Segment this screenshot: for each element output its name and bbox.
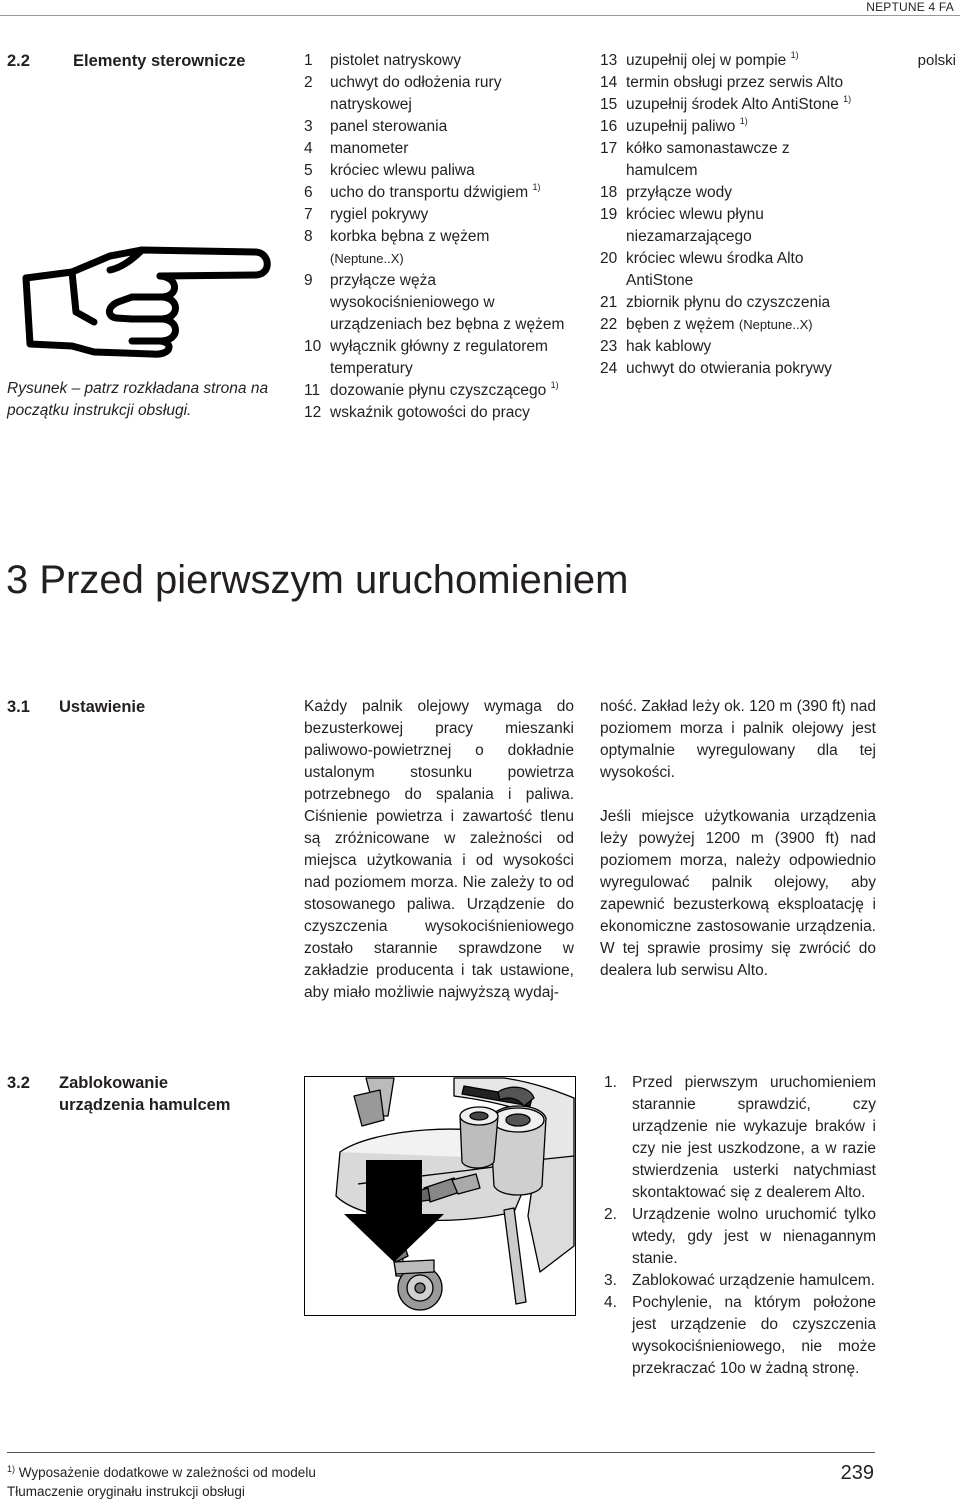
list-item-number: 6 xyxy=(304,184,313,201)
list-item-line: uzupełnij paliwo $^{1)}$ xyxy=(626,116,748,135)
translation-note: Tłumaczenie oryginału instrukcji obsługi xyxy=(7,1484,245,1499)
list-item-line: króciec wlewu paliwa xyxy=(330,162,475,179)
section-3-1-text-3: Jeśli miejsce użytkowania urządzenia leży powyżej 1200 m (3900 ft) nad poziomem morza, należy odpowiednio wyregulować palnik olejowy, aby zapewnić bezusterkową eksploatację i ekonomiczne zastosowanie urządzenia. W tej sprawie prosimy się zwrócić do dealera lub serwisu Alto. xyxy=(600,808,876,979)
list-item xyxy=(600,182,900,204)
pointing-hand-icon xyxy=(20,240,280,366)
list-item xyxy=(600,72,900,94)
list-item-line: zbiornik płynu do czyszczenia xyxy=(626,294,831,311)
model-note: (Neptune..X) xyxy=(330,251,404,266)
list-item xyxy=(600,314,900,336)
section-3-1-column-2 xyxy=(600,696,876,982)
list-item-number: 13 xyxy=(600,52,618,69)
list-item xyxy=(600,138,900,182)
section-3-1-text-2: ność. Zakład leży ok. 120 m (390 ft) nad poziomem morza i palnik olejowy jest optymalnie wyregulowany dla tej wysokości. xyxy=(600,698,876,781)
list-item-number: 15 xyxy=(600,96,618,113)
list-item xyxy=(304,226,594,270)
list-item-number: 1 xyxy=(304,52,313,69)
list-item-number: 10 xyxy=(304,338,322,355)
footnote-ref: 1) xyxy=(843,94,852,104)
list-item-line: manometer xyxy=(330,140,409,157)
section-3-2-title-line-1: Zablokowanie xyxy=(59,1074,169,1092)
list-item xyxy=(600,50,900,72)
list-item-line: bęben z wężem (Neptune..X) xyxy=(626,316,813,333)
list-item-line: uzupełnij olej w pompie $^{1)}$ xyxy=(626,50,799,69)
model-note: (Neptune..X) xyxy=(738,317,813,332)
header-model: NEPTUNE 4 FA xyxy=(866,0,954,14)
list-item xyxy=(304,336,594,380)
list-item-text xyxy=(330,380,594,402)
list-item-text xyxy=(330,402,594,424)
list-item xyxy=(304,138,594,160)
list-item xyxy=(600,358,900,380)
list-item-text xyxy=(626,248,900,292)
list-item-text xyxy=(626,204,900,248)
figure-caption: Rysunek – patrz rozkładana strona na początku instrukcji obsługi. xyxy=(7,380,269,419)
list-item xyxy=(600,292,900,314)
step-number: 4. xyxy=(604,1294,617,1311)
list-item-line: wskaźnik gotowości do pracy xyxy=(330,404,530,421)
list-item-text xyxy=(330,50,594,72)
list-item-line: korbka bębna z wężem xyxy=(330,228,490,245)
list-item-text xyxy=(330,116,594,138)
list-item xyxy=(304,380,594,402)
list-item-line: uchwyt do odłożenia rury xyxy=(330,74,502,91)
list-item-line: urządzeniach bez bębna z wężem xyxy=(330,316,565,333)
step-item xyxy=(604,1204,876,1270)
list-item xyxy=(304,116,594,138)
list-item-number: 7 xyxy=(304,206,313,223)
list-item-line: kółko samonastawcze z xyxy=(626,140,790,157)
list-item-line: uchwyt do otwierania pokrywy xyxy=(626,360,832,377)
list-item-text xyxy=(330,204,594,226)
list-item-text xyxy=(626,358,900,380)
section-3-1-text-1: Każdy palnik olejowy wymaga do bezusterkowej pracy mieszanki paliwowo-powietrznej o dokładnie ustalonym stosunku powietrza potrzebnego do spalania i paliwa. Ciśnienie powietrza i zawartość tlenu są zróżnicowane w zależności od miejsca użytkowania i od wysokości nad poziomem morza. Nie zależy to od stosowanego paliwa. Urządzenie do czyszczenia wysokociśnieniowego zostało starannie sprawdzone w zakładzie producenta i tak ustawione, aby miało możliwie najwyższą wydaj- xyxy=(304,698,574,1001)
list-item-number: 8 xyxy=(304,228,313,245)
list-item-line: AntiStone xyxy=(626,272,694,289)
list-item-line: dozowanie płynu czyszczącego $^{1)}$ xyxy=(330,380,559,399)
list-item-line: wyłącznik główny z regulatorem xyxy=(330,338,548,355)
list-item-number: 16 xyxy=(600,118,618,135)
step-item xyxy=(604,1072,876,1204)
step-text: Pochylenie, na którym położone jest urządzenie do czyszczenia wysokociśnieniowego, nie może przekraczać 10o w żadną stronę. xyxy=(632,1294,876,1377)
list-item-line: króciec wlewu środka Alto xyxy=(626,250,804,267)
list-item-text xyxy=(626,336,900,358)
header-rule xyxy=(0,15,960,16)
footnote xyxy=(7,1463,316,1482)
list-item-line: niezamarzającego xyxy=(626,228,752,245)
list-item-number: 18 xyxy=(600,184,618,201)
list-item-line: panel sterowania xyxy=(330,118,448,135)
step-item xyxy=(604,1292,876,1380)
list-item xyxy=(304,182,594,204)
section-3-1-title: Ustawienie xyxy=(59,698,146,716)
list-item-text xyxy=(626,72,900,94)
list-item-line: wysokociśnieniowego w xyxy=(330,294,495,311)
step-text: Urządzenie wolno uruchomić tylko wtedy, gdy jest w nienagannym stanie. xyxy=(632,1206,876,1267)
list-item-line: przyłącze węża xyxy=(330,272,436,289)
footnote-ref: 1) xyxy=(532,182,541,192)
list-item-line: przyłącze wody xyxy=(626,184,732,201)
controls-list-1 xyxy=(304,50,594,424)
list-item xyxy=(600,336,900,358)
list-item-text xyxy=(626,50,900,72)
step-item xyxy=(604,1270,876,1292)
step-text: Przed pierwszym uruchomieniem starannie sprawdzić, czy urządzenie nie wykazuje braków i czy nie jest uszkodzone, a w razie stwierdzenia usterki natychmiast skontaktować się z dealerem Alto. xyxy=(632,1074,876,1201)
list-item-text xyxy=(626,292,900,314)
list-item-number: 17 xyxy=(600,140,618,157)
section-3-2-title-line-2: urządzenia hamulcem xyxy=(59,1096,231,1114)
section-2-2-number: 2.2 xyxy=(7,52,30,70)
list-item xyxy=(600,116,900,138)
list-item-text xyxy=(626,182,900,204)
list-item-number: 24 xyxy=(600,360,618,377)
list-item-number: 22 xyxy=(600,316,618,333)
list-item-number: 3 xyxy=(304,118,313,135)
list-item-number: 14 xyxy=(600,74,618,91)
list-item-line: hamulcem xyxy=(626,162,698,179)
footer-rule xyxy=(7,1452,875,1453)
list-item-text xyxy=(330,160,594,182)
list-item xyxy=(304,270,594,336)
list-item-text xyxy=(330,336,594,380)
list-item-text xyxy=(330,72,594,116)
list-item-number: 23 xyxy=(600,338,618,355)
section-3-1-number: 3.1 xyxy=(7,698,30,716)
list-item xyxy=(304,204,594,226)
list-item-text xyxy=(626,138,900,182)
list-item-number: 9 xyxy=(304,272,313,289)
list-item xyxy=(600,248,900,292)
footnote-text: Wyposażenie dodatkowe w zależności od modelu xyxy=(18,1465,316,1480)
list-item-text xyxy=(330,182,594,204)
list-item-text xyxy=(626,94,900,116)
list-item-line: termin obsługi przez serwis Alto xyxy=(626,74,844,91)
footnote-mark: 1) xyxy=(7,1464,16,1474)
list-item xyxy=(600,94,900,116)
section-2-2-title: Elementy sterownicze xyxy=(73,52,246,70)
list-item-text xyxy=(330,226,594,270)
page-number: 239 xyxy=(840,1462,874,1484)
list-item-number: 20 xyxy=(600,250,618,267)
chapter-3-title: 3 Przed pierwszym uruchomieniem xyxy=(6,558,629,602)
controls-list-2 xyxy=(600,50,900,380)
section-3-2-steps xyxy=(604,1072,876,1380)
list-item-line: uzupełnij środek Alto AntiStone $^{1)}$ xyxy=(626,94,852,113)
language-label: polski xyxy=(917,52,956,69)
list-item-number: 12 xyxy=(304,404,322,421)
list-item-line: króciec wlewu płynu xyxy=(626,206,764,223)
list-item-line: pistolet natryskowy xyxy=(330,52,461,69)
list-item-number: 2 xyxy=(304,74,313,91)
list-item xyxy=(304,402,594,424)
list-item-number: 21 xyxy=(600,294,618,311)
footnote-ref: 1) xyxy=(790,50,799,60)
list-item-line: hak kablowy xyxy=(626,338,712,355)
list-item-text xyxy=(330,138,594,160)
list-item-text xyxy=(626,314,900,336)
footnote-ref: 1) xyxy=(550,380,559,390)
step-number: 3. xyxy=(604,1272,617,1289)
list-item-text xyxy=(330,270,594,336)
section-3-2-title xyxy=(59,1072,230,1116)
brake-illustration xyxy=(304,1076,576,1316)
list-item-number: 4 xyxy=(304,140,313,157)
footnote-ref: 1) xyxy=(739,116,748,126)
list-item-line: temperatury xyxy=(330,360,413,377)
list-item-number: 19 xyxy=(600,206,618,223)
list-item-text xyxy=(626,116,900,138)
list-item-number: 11 xyxy=(304,382,321,399)
step-number: 1. xyxy=(604,1074,617,1091)
list-item xyxy=(304,160,594,182)
list-item-number: 5 xyxy=(304,162,313,179)
list-item xyxy=(600,204,900,248)
list-item-line: rygiel pokrywy xyxy=(330,206,429,223)
list-item-line: natryskowej xyxy=(330,96,412,113)
step-text: Zablokować urządzenie hamulcem. xyxy=(632,1272,875,1289)
list-item xyxy=(304,72,594,116)
list-item xyxy=(304,50,594,72)
section-3-1-column-1 xyxy=(304,696,574,1004)
list-item-line: ucho do transportu dźwigiem $^{1)}$ xyxy=(330,182,541,201)
section-3-2-number: 3.2 xyxy=(7,1074,30,1092)
step-number: 2. xyxy=(604,1206,617,1223)
